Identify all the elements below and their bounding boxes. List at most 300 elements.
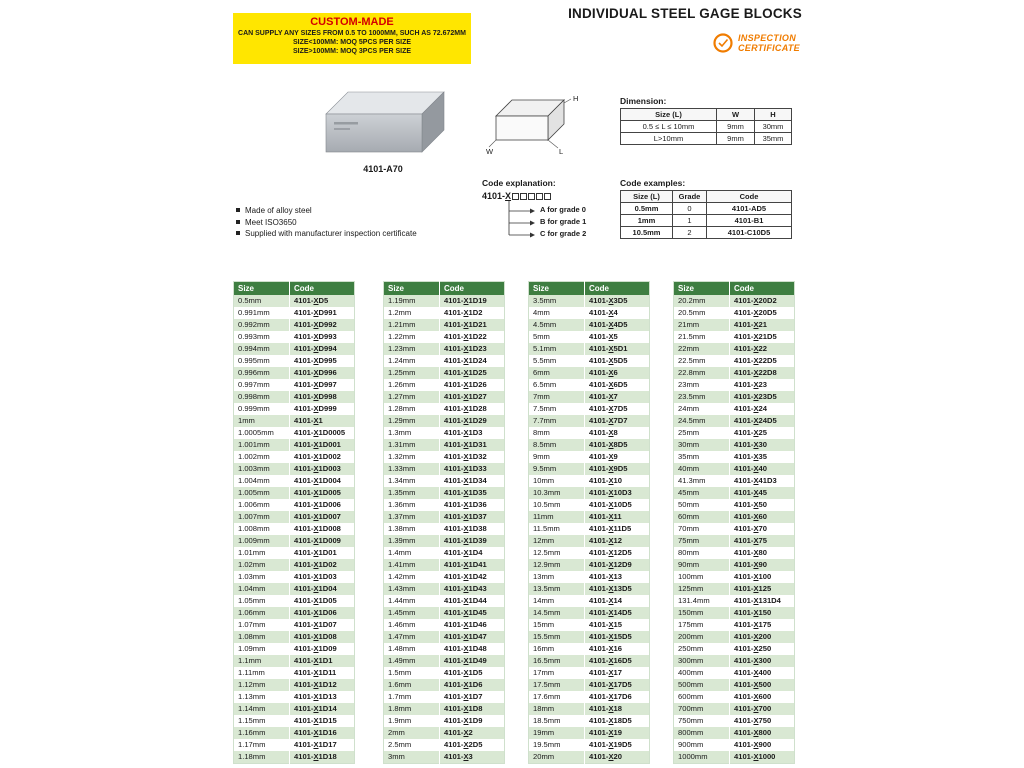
code-cell: 4101-X35 <box>734 451 767 461</box>
table-row <box>384 307 505 319</box>
table-row <box>674 511 795 523</box>
certificate-line1: INSPECTION <box>738 33 797 43</box>
size-cell: 10.3mm <box>529 487 585 499</box>
table-row <box>234 571 355 583</box>
code-cell: 4101-X1D27 <box>444 391 487 401</box>
table-row <box>384 703 505 715</box>
code-cell: 4101-X1D1 <box>294 655 333 665</box>
code-cell: 4101-X7 <box>589 391 618 401</box>
code-cell: 4101-X1D3 <box>444 427 483 437</box>
table-row <box>529 523 650 535</box>
grade-placeholder: X <box>463 403 469 413</box>
grade-placeholder: X <box>753 475 759 485</box>
size-cell: 1.009mm <box>234 535 290 547</box>
size-cell: 1.24mm <box>384 355 440 367</box>
grade-placeholder: X <box>313 619 319 629</box>
table-row <box>529 619 650 631</box>
table-row <box>384 631 505 643</box>
grade-placeholder: X <box>313 463 319 473</box>
grade-placeholder: X <box>608 715 614 725</box>
size-cell: 17.6mm <box>529 691 585 703</box>
code-cell: 4101-X5D5 <box>589 355 628 365</box>
grade-placeholder: X <box>463 379 469 389</box>
size-cell: 18.5mm <box>529 715 585 727</box>
code-cell: 4101-X17 <box>589 667 622 677</box>
grade-placeholder: X <box>313 451 319 461</box>
code-cell: 4101-X21 <box>734 319 767 329</box>
size-cell: 1.13mm <box>234 691 290 703</box>
feature-item <box>236 217 417 229</box>
grade-option: C for grade 2 <box>540 229 587 238</box>
table-row <box>674 331 795 343</box>
table-row <box>674 691 795 703</box>
table-row <box>384 415 505 427</box>
size-cell: 1.2mm <box>384 307 440 319</box>
size-table-header: Code <box>290 282 355 295</box>
grade-placeholder: X <box>313 307 319 317</box>
size-cell: 1.007mm <box>234 511 290 523</box>
code-example-cell: 1 <box>673 215 707 227</box>
grade-placeholder: X <box>313 403 319 413</box>
feature-item <box>236 228 417 240</box>
feature-item <box>236 205 417 217</box>
size-cell: 21.5mm <box>674 331 730 343</box>
table-row <box>234 379 355 391</box>
code-cell: 4101-X150 <box>734 607 772 617</box>
dimension-drawing <box>486 88 586 156</box>
code-cell: 4101-X1D22 <box>444 331 487 341</box>
grade-placeholder: X <box>753 559 759 569</box>
code-cell: 4101-X700 <box>734 703 772 713</box>
size-cell: 1.003mm <box>234 463 290 475</box>
grade-placeholder: X <box>753 631 759 641</box>
grade-placeholder: X <box>753 367 759 377</box>
grade-placeholder: X <box>313 595 319 605</box>
table-row <box>384 523 505 535</box>
code-cell: 4101-X50 <box>734 499 767 509</box>
grade-placeholder: X <box>463 511 469 521</box>
table-row <box>234 391 355 403</box>
table-row <box>384 355 505 367</box>
table-row <box>529 607 650 619</box>
dimension-header: H <box>755 109 792 121</box>
size-cell: 1.48mm <box>384 643 440 655</box>
table-row <box>529 451 650 463</box>
table-row <box>234 511 355 523</box>
size-cell: 1.14mm <box>234 703 290 715</box>
table-row <box>234 415 355 427</box>
grade-placeholder: X <box>463 343 469 353</box>
grade-placeholder: X <box>753 571 759 581</box>
table-row <box>384 331 505 343</box>
code-cell: 4101-X10D3 <box>589 487 632 497</box>
grade-placeholder: X <box>753 547 759 557</box>
size-cell: 80mm <box>674 547 730 559</box>
code-cell: 4101-X1D001 <box>294 439 341 449</box>
digit-box <box>528 193 535 200</box>
table-row <box>234 715 355 727</box>
code-cell: 4101-X1D005 <box>294 487 341 497</box>
code-cell: 4101-X3D5 <box>589 295 628 305</box>
code-cell: 4101-X25 <box>734 427 767 437</box>
size-cell: 1.002mm <box>234 451 290 463</box>
code-example-header: Grade <box>673 191 707 203</box>
grade-placeholder: X <box>753 739 759 749</box>
size-cell: 7mm <box>529 391 585 403</box>
table-row <box>234 343 355 355</box>
table-row <box>674 619 795 631</box>
table-row <box>234 595 355 607</box>
grade-placeholder: X <box>753 307 759 317</box>
grade-placeholder: X <box>313 679 319 689</box>
grade-placeholder: X <box>608 595 614 605</box>
gage-block-photo <box>318 84 448 162</box>
grade-placeholder: X <box>313 727 319 737</box>
custom-made-title: CUSTOM-MADE <box>310 16 394 28</box>
code-pattern: 4101-X <box>482 191 551 201</box>
size-cell: 20mm <box>529 751 585 764</box>
table-row <box>234 631 355 643</box>
grade-placeholder: X <box>313 715 319 725</box>
table-row <box>384 643 505 655</box>
dimension-cell: 9mm <box>717 121 755 133</box>
grade-placeholder: X <box>463 619 469 629</box>
size-cell: 12mm <box>529 535 585 547</box>
grade-placeholder: X <box>753 343 759 353</box>
size-cell: 23mm <box>674 379 730 391</box>
grade-option: B for grade 1 <box>540 217 587 226</box>
size-cell: 1.06mm <box>234 607 290 619</box>
table-row <box>529 439 650 451</box>
grade-placeholder: X <box>608 295 614 305</box>
size-cell: 250mm <box>674 643 730 655</box>
grade-placeholder: X <box>313 607 319 617</box>
table-row <box>384 619 505 631</box>
table-row <box>529 499 650 511</box>
table-row <box>234 367 355 379</box>
table-row <box>674 703 795 715</box>
code-example-cell: 0 <box>673 203 707 215</box>
table-row <box>234 703 355 715</box>
grade-placeholder: X <box>608 439 614 449</box>
table-row <box>384 595 505 607</box>
table-row <box>529 331 650 343</box>
grade-placeholder: X <box>313 427 319 437</box>
grade-placeholder: X <box>753 403 759 413</box>
size-cell: 1.8mm <box>384 703 440 715</box>
size-cell: 0.992mm <box>234 319 290 331</box>
size-cell: 25mm <box>674 427 730 439</box>
size-cell: 2.5mm <box>384 739 440 751</box>
table-row <box>529 307 650 319</box>
table-row <box>384 367 505 379</box>
size-cell: 50mm <box>674 499 730 511</box>
code-cell: 4101-X750 <box>734 715 772 725</box>
size-cell: 175mm <box>674 619 730 631</box>
dimension-header-row <box>621 109 792 121</box>
size-cell: 100mm <box>674 571 730 583</box>
table-row <box>384 391 505 403</box>
code-cell: 4101-X1D01 <box>294 547 337 557</box>
code-example-cell: 1mm <box>621 215 673 227</box>
table-row <box>384 319 505 331</box>
code-cell: 4101-X9 <box>589 451 618 461</box>
dimension-cell: 35mm <box>755 133 792 145</box>
table-row <box>384 667 505 679</box>
dimension-cell: 0.5 ≤ L ≤ 10mm <box>621 121 717 133</box>
size-cell: 1.11mm <box>234 667 290 679</box>
size-code-table <box>233 281 355 764</box>
size-cell: 41.3mm <box>674 475 730 487</box>
code-example-header-row <box>621 191 792 203</box>
table-row <box>529 655 650 667</box>
grade-placeholder: X <box>608 427 614 437</box>
table-row <box>234 559 355 571</box>
code-cell: 4101-X8D5 <box>589 439 628 449</box>
grade-placeholder: X <box>608 547 614 557</box>
table-row <box>529 715 650 727</box>
size-cell: 1.31mm <box>384 439 440 451</box>
table-row <box>529 547 650 559</box>
grade-placeholder: X <box>313 499 319 509</box>
size-cell: 1.008mm <box>234 523 290 535</box>
grade-placeholder: X <box>463 679 469 689</box>
size-cell: 15mm <box>529 619 585 631</box>
bullet-square-icon <box>236 208 240 212</box>
grade-placeholder: X <box>608 631 614 641</box>
grade-placeholder: X <box>608 391 614 401</box>
grade-placeholder: X <box>313 691 319 701</box>
code-cell: 4101-X1D007 <box>294 511 341 521</box>
code-example-header: Code <box>707 191 792 203</box>
size-cell: 24.5mm <box>674 415 730 427</box>
code-cell: 4101-X1D33 <box>444 463 487 473</box>
grade-placeholder: X <box>753 607 759 617</box>
grade-placeholder: X <box>313 487 319 497</box>
grade-placeholder: X <box>608 703 614 713</box>
table-row <box>674 643 795 655</box>
table-row <box>234 667 355 679</box>
size-cell: 0.991mm <box>234 307 290 319</box>
table-row <box>234 679 355 691</box>
size-cell: 0.999mm <box>234 403 290 415</box>
certificate-text <box>738 33 800 53</box>
table-row <box>234 691 355 703</box>
table-row <box>674 475 795 487</box>
code-cell: 4101-X15 <box>589 619 622 629</box>
code-cell: 4101-X1D19 <box>444 295 487 305</box>
code-example-cell: 10.5mm <box>621 227 673 239</box>
grade-placeholder: X <box>608 511 614 521</box>
code-cell: 4101-X17D6 <box>589 691 632 701</box>
size-cell: 1.28mm <box>384 403 440 415</box>
size-cell: 14mm <box>529 595 585 607</box>
code-cell: 4101-X1D008 <box>294 523 341 533</box>
code-example-row <box>621 203 792 215</box>
table-row <box>529 295 650 307</box>
table-row <box>234 751 355 764</box>
table-row <box>674 439 795 451</box>
size-cell: 1.22mm <box>384 331 440 343</box>
size-cell: 13mm <box>529 571 585 583</box>
grade-placeholder: X <box>463 751 469 761</box>
table-row <box>384 751 505 764</box>
grade-placeholder: X <box>313 331 319 341</box>
table-row <box>674 631 795 643</box>
grade-placeholder: X <box>463 523 469 533</box>
grade-placeholder: X <box>608 499 614 509</box>
size-cell: 1.34mm <box>384 475 440 487</box>
code-cell: 4101-XD995 <box>294 355 337 365</box>
grade-placeholder: X <box>313 391 319 401</box>
table-row <box>674 403 795 415</box>
table-row <box>674 307 795 319</box>
table-row <box>529 355 650 367</box>
grade-placeholder: X <box>608 679 614 689</box>
code-cell: 4101-XD998 <box>294 391 337 401</box>
table-row <box>674 679 795 691</box>
code-cell: 4101-X1D21 <box>444 319 487 329</box>
size-code-table <box>673 281 795 764</box>
code-cell: 4101-X10 <box>589 475 622 485</box>
table-row <box>384 571 505 583</box>
code-cell: 4101-X1D37 <box>444 511 487 521</box>
grade-placeholder: X <box>463 583 469 593</box>
table-row <box>234 463 355 475</box>
size-cell: 500mm <box>674 679 730 691</box>
size-table-header-row <box>674 282 795 295</box>
table-row <box>674 427 795 439</box>
size-cell: 1.42mm <box>384 571 440 583</box>
code-cell: 4101-X1D28 <box>444 403 487 413</box>
grade-placeholder: X <box>313 571 319 581</box>
table-row <box>529 367 650 379</box>
grade-placeholder: X <box>463 307 469 317</box>
grade-placeholder: X <box>608 307 614 317</box>
table-row <box>529 463 650 475</box>
code-cell: 4101-X12D9 <box>589 559 632 569</box>
size-cell: 1.3mm <box>384 427 440 439</box>
size-cell: 0.5mm <box>234 295 290 307</box>
size-cell: 1.19mm <box>384 295 440 307</box>
size-cell: 11mm <box>529 511 585 523</box>
code-cell: 4101-X70 <box>734 523 767 533</box>
table-row <box>234 331 355 343</box>
code-example-cell: 4101-C10D5 <box>707 227 792 239</box>
size-cell: 1.49mm <box>384 655 440 667</box>
code-cell: 4101-X1D009 <box>294 535 341 545</box>
grade-placeholder: X <box>313 631 319 641</box>
code-cell: 4101-X250 <box>734 643 772 653</box>
table-row <box>529 475 650 487</box>
grade-placeholder: X <box>753 355 759 365</box>
table-row <box>529 703 650 715</box>
size-table-header: Code <box>585 282 650 295</box>
code-cell: 4101-X24 <box>734 403 767 413</box>
size-cell: 6mm <box>529 367 585 379</box>
code-cell: 4101-X1D004 <box>294 475 341 485</box>
grade-placeholder: X <box>313 511 319 521</box>
grade-placeholder: X <box>753 415 759 425</box>
table-row <box>234 583 355 595</box>
table-row <box>674 751 795 764</box>
code-cell: 4101-X1D2 <box>444 307 483 317</box>
code-cell: 4101-X1D02 <box>294 559 337 569</box>
grade-placeholder: X <box>463 439 469 449</box>
size-cell: 5.5mm <box>529 355 585 367</box>
bullet-square-icon <box>236 220 240 224</box>
table-row <box>384 583 505 595</box>
table-row <box>529 535 650 547</box>
size-cell: 0.996mm <box>234 367 290 379</box>
code-cell: 4101-X22 <box>734 343 767 353</box>
size-cell: 10mm <box>529 475 585 487</box>
table-row <box>674 415 795 427</box>
size-cell: 800mm <box>674 727 730 739</box>
size-cell: 1.37mm <box>384 511 440 523</box>
size-cell: 35mm <box>674 451 730 463</box>
code-cell: 4101-XD999 <box>294 403 337 413</box>
table-row <box>529 415 650 427</box>
size-cell: 15.5mm <box>529 631 585 643</box>
size-cell: 1.03mm <box>234 571 290 583</box>
grade-options <box>540 204 586 240</box>
code-cell: 4101-X45 <box>734 487 767 497</box>
code-cell: 4101-X900 <box>734 739 772 749</box>
grade-placeholder: X <box>463 463 469 473</box>
size-table-header: Code <box>440 282 505 295</box>
table-row <box>234 499 355 511</box>
grade-placeholder: X <box>463 535 469 545</box>
grade-placeholder: X <box>463 487 469 497</box>
grade-placeholder: X <box>608 331 614 341</box>
custom-made-banner <box>233 13 471 64</box>
code-cell: 4101-X11D5 <box>589 523 632 533</box>
grade-placeholder: X <box>753 583 759 593</box>
code-cell: 4101-X1D32 <box>444 451 487 461</box>
grade-placeholder: X <box>753 319 759 329</box>
table-row <box>384 655 505 667</box>
table-row <box>674 655 795 667</box>
table-row <box>234 643 355 655</box>
table-row <box>674 559 795 571</box>
table-row <box>529 571 650 583</box>
grade-placeholder: X <box>753 643 759 653</box>
code-cell: 4101-X1D12 <box>294 679 337 689</box>
code-cell: 4101-X19D5 <box>589 739 632 749</box>
size-cell: 13.5mm <box>529 583 585 595</box>
code-cell: 4101-X23D5 <box>734 391 777 401</box>
table-row <box>529 391 650 403</box>
code-cell: 4101-X4D5 <box>589 319 628 329</box>
grade-placeholder: X <box>463 415 469 425</box>
code-cell: 4101-X1D45 <box>444 607 487 617</box>
grade-placeholder: X <box>313 703 319 713</box>
size-cell: 1.7mm <box>384 691 440 703</box>
code-cell: 4101-X400 <box>734 667 772 677</box>
inspection-certificate-badge <box>712 32 800 54</box>
size-cell: 1.6mm <box>384 679 440 691</box>
table-row <box>234 427 355 439</box>
code-cell: 4101-X1D11 <box>294 667 337 677</box>
table-row <box>234 547 355 559</box>
size-cell: 1.39mm <box>384 535 440 547</box>
grade-placeholder: X <box>608 487 614 497</box>
code-cell: 4101-X1D48 <box>444 643 487 653</box>
size-cell: 1.1mm <box>234 655 290 667</box>
grade-placeholder: X <box>463 631 469 641</box>
table-row <box>674 487 795 499</box>
